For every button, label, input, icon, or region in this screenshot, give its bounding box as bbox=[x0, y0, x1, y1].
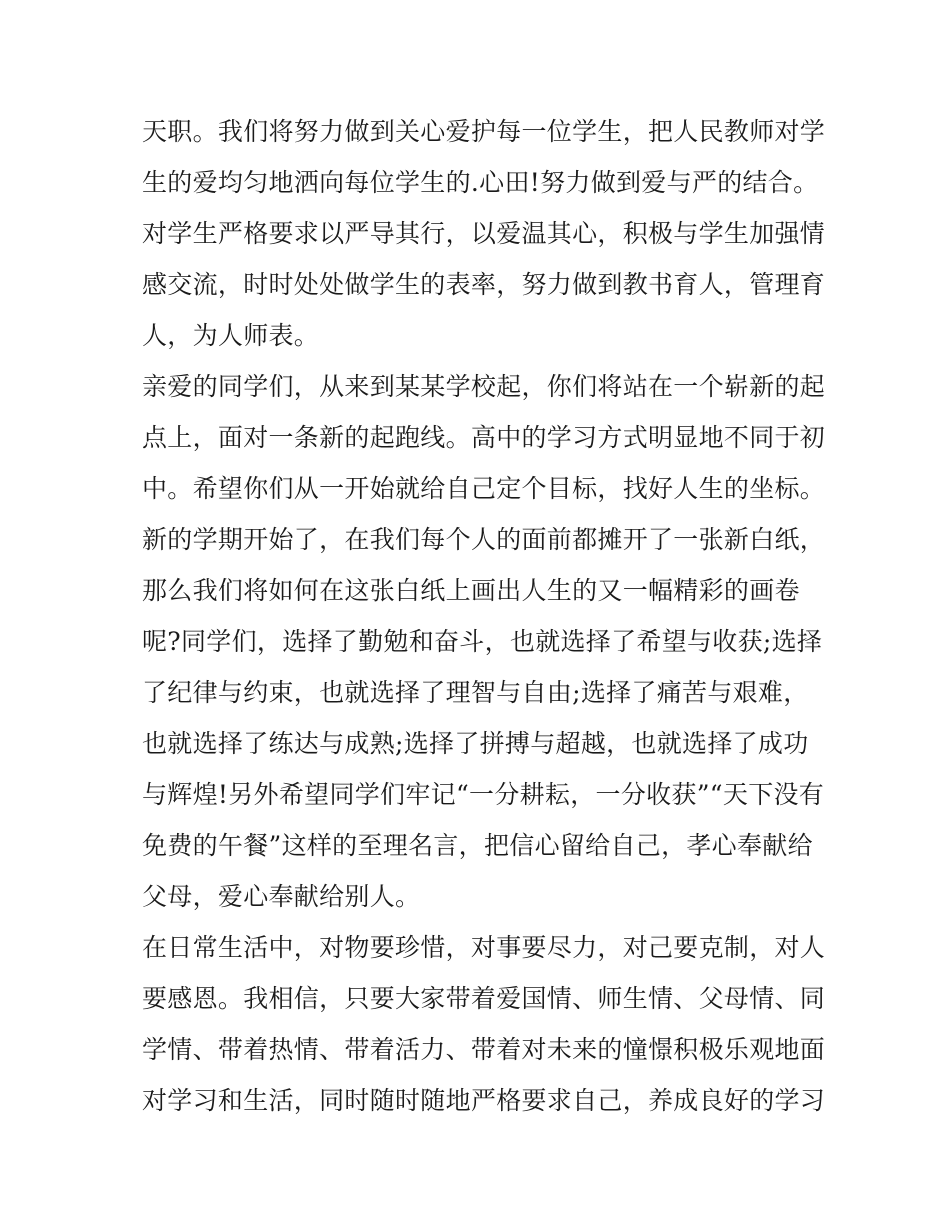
text-line: 新的学期开始了，在我们每个人的面前都摊开了一张新白纸， bbox=[142, 525, 826, 554]
text-line: 免费的午餐”这样的至理名言，把信心留给自己，孝心奉献给 bbox=[142, 831, 813, 860]
text-line: 对学生严格要求以严导其行，以爱温其心，积极与学生加强情 bbox=[142, 219, 826, 248]
text-line: 要感恩。我相信，只要大家带着爱国情、师生情、父母情、同 bbox=[142, 984, 826, 1013]
text-line: 也就选择了练达与成熟;选择了拼搏与超越，也就选择了成功 bbox=[142, 729, 809, 758]
text-line: 点上，面对一条新的起跑线。高中的学习方式明显地不同于初 bbox=[142, 423, 826, 452]
text-line: 父母，爱心奉献给别人。 bbox=[142, 882, 421, 911]
text-line: 感交流，时时处处做学生的表率，努力做到教书育人，管理育 bbox=[142, 270, 826, 299]
text-line: 人，为人师表。 bbox=[142, 321, 320, 350]
text-line: 生的爱均匀地洒向每位学生的.心田!努力做到爱与严的结合。 bbox=[142, 168, 819, 197]
text-line: 与辉煌!另外希望同学们牢记“一分耕耘，一分收获”“天下没有 bbox=[142, 780, 825, 809]
text-line: 在日常生活中，对物要珍惜，对事要尽力，对己要克制，对人 bbox=[142, 933, 826, 962]
text-line: 那么我们将如何在这张白纸上画出人生的又一幅精彩的画卷 bbox=[142, 576, 800, 605]
text-line: 呢?同学们，选择了勤勉和奋斗，也就选择了希望与收获;选择 bbox=[142, 627, 823, 656]
text-line: 天职。我们将努力做到关心爱护每一位学生，把人民教师对学 bbox=[142, 117, 826, 146]
text-line: 学情、带着热情、带着活力、带着对未来的憧憬积极乐观地面 bbox=[142, 1035, 826, 1064]
body-text bbox=[142, 106, 826, 1126]
text-line: 亲爱的同学们，从来到某某学校起，你们将站在一个崭新的起 bbox=[142, 372, 826, 401]
text-line: 中。希望你们从一开始就给自己定个目标，找好人生的坐标。 bbox=[142, 474, 826, 503]
text-line: 了纪律与约束，也就选择了理智与自由;选择了痛苦与艰难， bbox=[142, 678, 809, 707]
text-line: 对学习和生活，同时随时随地严格要求自己，养成良好的学习 bbox=[142, 1086, 826, 1115]
